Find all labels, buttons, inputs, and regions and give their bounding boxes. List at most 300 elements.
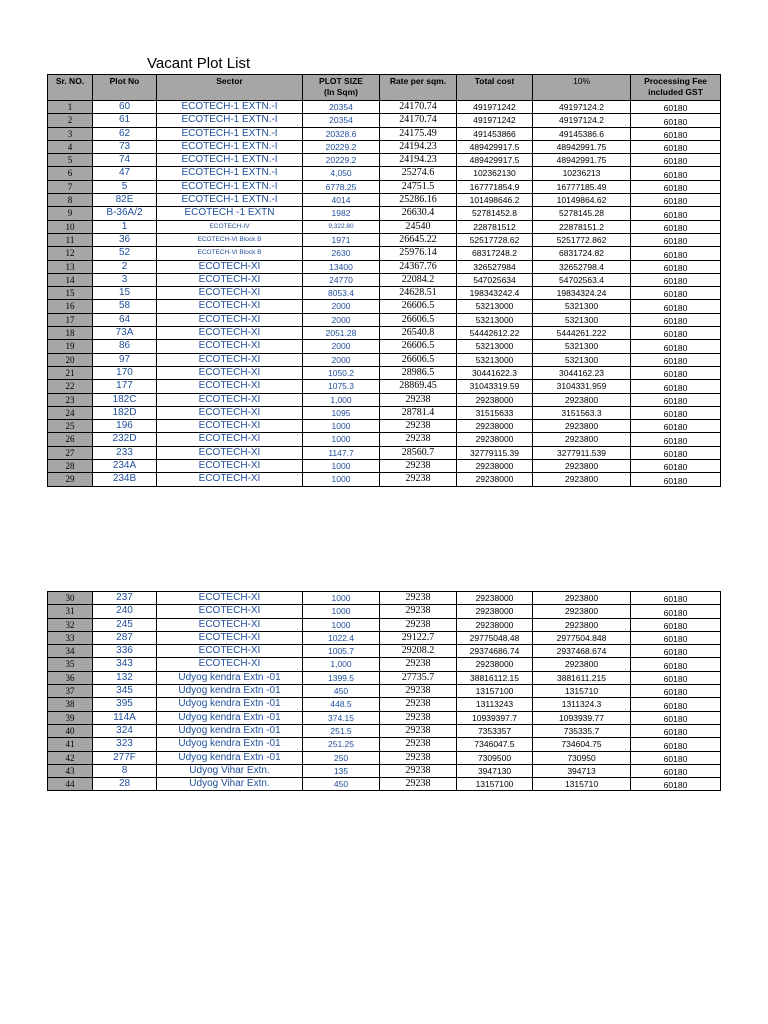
sector-cell: ECOTECH-1 EXTN.-I [157, 101, 303, 114]
plot-size-cell: 1000 [303, 420, 380, 433]
processing-fee-cell: 60180 [631, 194, 721, 207]
rate-cell: 24175.49 [380, 127, 457, 140]
sector-cell: ECOTECH-XI [157, 645, 303, 658]
total-cost-cell: 68317248.2 [457, 247, 533, 260]
sector-cell: ECOTECH-XI [157, 420, 303, 433]
plot-size-cell: 251.5 [303, 724, 380, 737]
sector-cell: ECOTECH-1 EXTN.-I [157, 127, 303, 140]
rate-cell: 29238 [380, 473, 457, 486]
plot-size-cell: 20354 [303, 101, 380, 114]
plot-size-cell: 374.15 [303, 711, 380, 724]
plot-no-cell: 60 [93, 101, 157, 114]
ten-percent-cell: 5321300 [533, 340, 631, 353]
plot-no-cell: 36 [93, 233, 157, 246]
sr-no-cell: 26 [48, 433, 93, 446]
plot-size-cell: 1050.2 [303, 366, 380, 379]
plot-no-cell: 182D [93, 406, 157, 419]
rate-cell: 29122.7 [380, 631, 457, 644]
sr-no-cell: 23 [48, 393, 93, 406]
ten-percent-cell: 1315710 [533, 685, 631, 698]
total-cost-cell: 53213000 [457, 340, 533, 353]
processing-fee-cell: 60180 [631, 618, 721, 631]
table-row [48, 420, 721, 433]
total-cost-cell: 491453866 [457, 127, 533, 140]
table-row [48, 154, 721, 167]
table-row [48, 658, 721, 671]
processing-fee-cell: 60180 [631, 724, 721, 737]
processing-fee-cell: 60180 [631, 446, 721, 459]
processing-fee-cell: 60180 [631, 420, 721, 433]
sr-no-cell: 21 [48, 366, 93, 379]
table-row [48, 764, 721, 777]
processing-fee-cell: 60180 [631, 101, 721, 114]
plot-size-cell: 4014 [303, 194, 380, 207]
sr-no-cell: 27 [48, 446, 93, 459]
total-cost-cell: 29238000 [457, 473, 533, 486]
table-row [48, 366, 721, 379]
sr-no-cell: 35 [48, 658, 93, 671]
sr-no-cell: 1 [48, 101, 93, 114]
sr-no-cell: 41 [48, 738, 93, 751]
sector-cell: ECOTECH-XI [157, 273, 303, 286]
plot-size-cell: 2051.28 [303, 327, 380, 340]
total-cost-cell: 29238000 [457, 592, 533, 605]
sector-cell: ECOTECH-XI [157, 340, 303, 353]
processing-fee-cell: 60180 [631, 711, 721, 724]
plot-no-cell: 82E [93, 194, 157, 207]
total-cost-cell: 29374686.74 [457, 645, 533, 658]
plot-no-cell: 234B [93, 473, 157, 486]
plot-no-cell: 170 [93, 366, 157, 379]
plot-no-cell: B-36A/2 [93, 207, 157, 220]
table-row [48, 605, 721, 618]
sr-no-cell: 28 [48, 460, 93, 473]
sr-no-cell: 10 [48, 220, 93, 233]
processing-fee-cell: 60180 [631, 340, 721, 353]
plot-no-cell: 61 [93, 114, 157, 127]
plot-size-cell: 1000 [303, 460, 380, 473]
rate-cell: 29238 [380, 764, 457, 777]
ten-percent-cell: 54702563.4 [533, 273, 631, 286]
sr-no-cell: 19 [48, 340, 93, 353]
total-cost-cell: 30441622.3 [457, 366, 533, 379]
total-cost-cell: 547025634 [457, 273, 533, 286]
sr-no-cell: 40 [48, 724, 93, 737]
table-row [48, 473, 721, 486]
plot-no-cell: 73 [93, 140, 157, 153]
rate-cell: 29238 [380, 698, 457, 711]
plot-size-cell: 250 [303, 751, 380, 764]
plot-size-cell: 1022.4 [303, 631, 380, 644]
rate-cell: 29238 [380, 778, 457, 791]
plot-size-cell: 8053.4 [303, 287, 380, 300]
ten-percent-cell: 2923800 [533, 658, 631, 671]
rate-cell: 24540 [380, 220, 457, 233]
plot-size-cell: 135 [303, 764, 380, 777]
sector-cell: ECOTECH-XI [157, 313, 303, 326]
rate-cell: 24367.76 [380, 260, 457, 273]
sector-cell: ECOTECH-XI [157, 460, 303, 473]
sr-no-cell: 20 [48, 353, 93, 366]
total-cost-cell: 13157100 [457, 685, 533, 698]
processing-fee-cell: 60180 [631, 300, 721, 313]
header-processing-fee: Processing Fee included GST [631, 75, 721, 101]
ten-percent-cell: 22878151.2 [533, 220, 631, 233]
plot-no-cell: 240 [93, 605, 157, 618]
processing-fee-cell: 60180 [631, 127, 721, 140]
plot-no-cell: 132 [93, 671, 157, 684]
table-row [48, 247, 721, 260]
total-cost-cell: 491971242 [457, 101, 533, 114]
sector-cell: ECOTECH-XI [157, 327, 303, 340]
table-row [48, 778, 721, 791]
plot-no-cell: 58 [93, 300, 157, 313]
plot-size-cell: 1000 [303, 618, 380, 631]
table-row [48, 460, 721, 473]
ten-percent-cell: 2937468.674 [533, 645, 631, 658]
processing-fee-cell: 60180 [631, 406, 721, 419]
total-cost-cell: 29238000 [457, 618, 533, 631]
rate-cell: 26630.4 [380, 207, 457, 220]
table-row [48, 751, 721, 764]
processing-fee-cell: 60180 [631, 473, 721, 486]
table-row [48, 327, 721, 340]
table-row [48, 233, 721, 246]
sector-cell: ECOTECH-1 EXTN.-I [157, 114, 303, 127]
plot-no-cell: 1 [93, 220, 157, 233]
processing-fee-cell: 60180 [631, 353, 721, 366]
sector-cell: Udyog Vihar Extn. [157, 778, 303, 791]
sr-no-cell: 17 [48, 313, 93, 326]
total-cost-cell: 53213000 [457, 353, 533, 366]
plot-no-cell: 336 [93, 645, 157, 658]
ten-percent-cell: 19834324.24 [533, 287, 631, 300]
plot-size-cell: 9,322.80 [303, 220, 380, 233]
sr-no-cell: 5 [48, 154, 93, 167]
table-row [48, 140, 721, 153]
sector-cell: ECOTECH-XI [157, 287, 303, 300]
sr-no-cell: 43 [48, 764, 93, 777]
plot-no-cell: 324 [93, 724, 157, 737]
plot-size-cell: 1000 [303, 473, 380, 486]
sr-no-cell: 16 [48, 300, 93, 313]
plot-no-cell: 343 [93, 658, 157, 671]
total-cost-cell: 167771854.9 [457, 180, 533, 193]
table-row [48, 724, 721, 737]
total-cost-cell: 29238000 [457, 393, 533, 406]
sr-no-cell: 38 [48, 698, 93, 711]
rate-cell: 29238 [380, 711, 457, 724]
rate-cell: 25274.6 [380, 167, 457, 180]
table-row [48, 127, 721, 140]
rate-cell: 26606.5 [380, 300, 457, 313]
rate-cell: 26606.5 [380, 340, 457, 353]
processing-fee-cell: 60180 [631, 260, 721, 273]
sector-cell: Udyog kendra Extn -01 [157, 711, 303, 724]
ten-percent-cell: 1315710 [533, 778, 631, 791]
plot-no-cell: 74 [93, 154, 157, 167]
sector-cell: ECOTECH-1 EXTN.-I [157, 194, 303, 207]
sr-no-cell: 3 [48, 127, 93, 140]
rate-cell: 28869.45 [380, 380, 457, 393]
rate-cell: 29238 [380, 724, 457, 737]
processing-fee-cell: 60180 [631, 114, 721, 127]
table-row [48, 101, 721, 114]
ten-percent-cell: 5444261.222 [533, 327, 631, 340]
rate-cell: 27735.7 [380, 671, 457, 684]
page-title: Vacant Plot List [147, 55, 251, 72]
ten-percent-cell: 2923800 [533, 460, 631, 473]
rate-cell: 26540.8 [380, 327, 457, 340]
plot-no-cell: 287 [93, 631, 157, 644]
table-row [48, 698, 721, 711]
sr-no-cell: 13 [48, 260, 93, 273]
rate-cell: 29238 [380, 658, 457, 671]
sr-no-cell: 7 [48, 180, 93, 193]
processing-fee-cell: 60180 [631, 764, 721, 777]
rate-cell: 28781.4 [380, 406, 457, 419]
sr-no-cell: 11 [48, 233, 93, 246]
rate-cell: 29238 [380, 751, 457, 764]
processing-fee-cell: 60180 [631, 327, 721, 340]
plot-size-cell: 1000 [303, 433, 380, 446]
plot-no-cell: 233 [93, 446, 157, 459]
ten-percent-cell: 394713 [533, 764, 631, 777]
table-row [48, 340, 721, 353]
table-row [48, 207, 721, 220]
table-header-row [48, 75, 721, 101]
sr-no-cell: 36 [48, 671, 93, 684]
processing-fee-cell: 60180 [631, 698, 721, 711]
plot-no-cell: 15 [93, 287, 157, 300]
sector-cell: Udyog kendra Extn -01 [157, 698, 303, 711]
sector-cell: ECOTECH-XI [157, 300, 303, 313]
ten-percent-cell: 16777185.49 [533, 180, 631, 193]
plot-size-cell: 450 [303, 778, 380, 791]
sr-no-cell: 9 [48, 207, 93, 220]
total-cost-cell: 326527984 [457, 260, 533, 273]
sr-no-cell: 39 [48, 711, 93, 724]
plot-table-part1 [47, 74, 721, 487]
total-cost-cell: 54442612.22 [457, 327, 533, 340]
sr-no-cell: 15 [48, 287, 93, 300]
processing-fee-cell: 60180 [631, 233, 721, 246]
table-row [48, 406, 721, 419]
plot-size-cell: 4,050 [303, 167, 380, 180]
processing-fee-cell: 60180 [631, 460, 721, 473]
plot-no-cell: 395 [93, 698, 157, 711]
header-total-cost: Total cost [457, 75, 533, 101]
plot-no-cell: 245 [93, 618, 157, 631]
ten-percent-cell: 3277911.539 [533, 446, 631, 459]
total-cost-cell: 489429917.5 [457, 154, 533, 167]
total-cost-cell: 101498646.2 [457, 194, 533, 207]
sr-no-cell: 42 [48, 751, 93, 764]
total-cost-cell: 13157100 [457, 778, 533, 791]
rate-cell: 24170.74 [380, 101, 457, 114]
processing-fee-cell: 60180 [631, 313, 721, 326]
sector-cell: Udyog kendra Extn -01 [157, 671, 303, 684]
plot-size-cell: 2000 [303, 340, 380, 353]
plot-table-part2 [47, 591, 721, 791]
processing-fee-cell: 60180 [631, 605, 721, 618]
rate-cell: 29238 [380, 420, 457, 433]
table-row [48, 393, 721, 406]
processing-fee-cell: 60180 [631, 140, 721, 153]
plot-no-cell: 86 [93, 340, 157, 353]
plot-size-cell: 20229.2 [303, 154, 380, 167]
plot-no-cell: 232D [93, 433, 157, 446]
sr-no-cell: 33 [48, 631, 93, 644]
total-cost-cell: 31043319.59 [457, 380, 533, 393]
table-row [48, 180, 721, 193]
plot-size-cell: 1982 [303, 207, 380, 220]
sector-cell: ECOTECH-1 EXTN.-I [157, 180, 303, 193]
sr-no-cell: 18 [48, 327, 93, 340]
ten-percent-cell: 2923800 [533, 420, 631, 433]
table-row [48, 671, 721, 684]
plot-no-cell: 234A [93, 460, 157, 473]
table-row [48, 618, 721, 631]
sector-cell: ECOTECH-XI [157, 406, 303, 419]
plot-size-cell: 20328.6 [303, 127, 380, 140]
total-cost-cell: 7309500 [457, 751, 533, 764]
sector-cell: ECOTECH-XI [157, 380, 303, 393]
sr-no-cell: 2 [48, 114, 93, 127]
plot-no-cell: 277F [93, 751, 157, 764]
total-cost-cell: 53213000 [457, 300, 533, 313]
processing-fee-cell: 60180 [631, 380, 721, 393]
ten-percent-cell: 1311324.3 [533, 698, 631, 711]
total-cost-cell: 29238000 [457, 420, 533, 433]
ten-percent-cell: 5321300 [533, 300, 631, 313]
processing-fee-cell: 60180 [631, 180, 721, 193]
rate-cell: 29238 [380, 433, 457, 446]
header-plot-no: Plot No [93, 75, 157, 101]
rate-cell: 28560.7 [380, 446, 457, 459]
plot-size-cell: 1971 [303, 233, 380, 246]
processing-fee-cell: 60180 [631, 658, 721, 671]
table-row [48, 273, 721, 286]
total-cost-cell: 7346047.5 [457, 738, 533, 751]
table-row [48, 738, 721, 751]
ten-percent-cell: 49145386.6 [533, 127, 631, 140]
table-row [48, 194, 721, 207]
ten-percent-cell: 2923800 [533, 473, 631, 486]
plot-size-cell: 2000 [303, 300, 380, 313]
total-cost-cell: 198343242.4 [457, 287, 533, 300]
sr-no-cell: 30 [48, 592, 93, 605]
plot-no-cell: 237 [93, 592, 157, 605]
plot-no-cell: 28 [93, 778, 157, 791]
sr-no-cell: 14 [48, 273, 93, 286]
sr-no-cell: 8 [48, 194, 93, 207]
processing-fee-cell: 60180 [631, 167, 721, 180]
header-sector: Sector [157, 75, 303, 101]
plot-size-cell: 450 [303, 685, 380, 698]
sector-cell: ECOTECH-VI Block B [157, 233, 303, 246]
processing-fee-cell: 60180 [631, 778, 721, 791]
plot-no-cell: 196 [93, 420, 157, 433]
ten-percent-cell: 3044162.23 [533, 366, 631, 379]
plot-no-cell: 177 [93, 380, 157, 393]
plot-size-cell: 20229.2 [303, 140, 380, 153]
plot-no-cell: 323 [93, 738, 157, 751]
table-row [48, 631, 721, 644]
ten-percent-cell: 734604.75 [533, 738, 631, 751]
sector-cell: ECOTECH-1 EXTN.-I [157, 154, 303, 167]
ten-percent-cell: 730950 [533, 751, 631, 764]
ten-percent-cell: 2923800 [533, 618, 631, 631]
ten-percent-cell: 5321300 [533, 353, 631, 366]
plot-no-cell: 114A [93, 711, 157, 724]
sr-no-cell: 44 [48, 778, 93, 791]
sector-cell: ECOTECH-XI [157, 631, 303, 644]
sector-cell: ECOTECH-XI [157, 658, 303, 671]
sector-cell: ECOTECH -1 EXTN [157, 207, 303, 220]
sr-no-cell: 29 [48, 473, 93, 486]
sector-cell: Udyog kendra Extn -01 [157, 724, 303, 737]
processing-fee-cell: 60180 [631, 287, 721, 300]
rate-cell: 26606.5 [380, 313, 457, 326]
table-row [48, 380, 721, 393]
sector-cell: ECOTECH-XI [157, 366, 303, 379]
rate-cell: 29238 [380, 605, 457, 618]
sr-no-cell: 12 [48, 247, 93, 260]
header-plot-size: PLOT SIZE (In Sqm) [303, 75, 380, 101]
rate-cell: 29238 [380, 592, 457, 605]
ten-percent-cell: 5251772.862 [533, 233, 631, 246]
processing-fee-cell: 60180 [631, 273, 721, 286]
ten-percent-cell: 3881611.215 [533, 671, 631, 684]
total-cost-cell: 3947130 [457, 764, 533, 777]
plot-size-cell: 20354 [303, 114, 380, 127]
total-cost-cell: 53213000 [457, 313, 533, 326]
plot-size-cell: 1,000 [303, 393, 380, 406]
processing-fee-cell: 60180 [631, 220, 721, 233]
sector-cell: Udyog Vihar Extn. [157, 764, 303, 777]
processing-fee-cell: 60180 [631, 592, 721, 605]
sector-cell: Udyog kendra Extn -01 [157, 685, 303, 698]
rate-cell: 24194.23 [380, 140, 457, 153]
plot-no-cell: 62 [93, 127, 157, 140]
plot-no-cell: 64 [93, 313, 157, 326]
ten-percent-cell: 2923800 [533, 433, 631, 446]
plot-size-cell: 24770 [303, 273, 380, 286]
plot-size-cell: 1005.7 [303, 645, 380, 658]
table-row [48, 685, 721, 698]
table-row [48, 167, 721, 180]
ten-percent-cell: 48942991.75 [533, 154, 631, 167]
sector-cell: ECOTECH-XI [157, 473, 303, 486]
ten-percent-cell: 5321300 [533, 313, 631, 326]
sr-no-cell: 37 [48, 685, 93, 698]
total-cost-cell: 13113243 [457, 698, 533, 711]
rate-cell: 25976.14 [380, 247, 457, 260]
table-row [48, 313, 721, 326]
total-cost-cell: 10939397.7 [457, 711, 533, 724]
ten-percent-cell: 48942991.75 [533, 140, 631, 153]
total-cost-cell: 29238000 [457, 658, 533, 671]
plot-size-cell: 1075.3 [303, 380, 380, 393]
rate-cell: 25286.16 [380, 194, 457, 207]
ten-percent-cell: 3104331.959 [533, 380, 631, 393]
sr-no-cell: 25 [48, 420, 93, 433]
sector-cell: ECOTECH-XI [157, 592, 303, 605]
sector-cell: ECOTECH-XI [157, 433, 303, 446]
plot-no-cell: 3 [93, 273, 157, 286]
sector-cell: ECOTECH-IV [157, 220, 303, 233]
